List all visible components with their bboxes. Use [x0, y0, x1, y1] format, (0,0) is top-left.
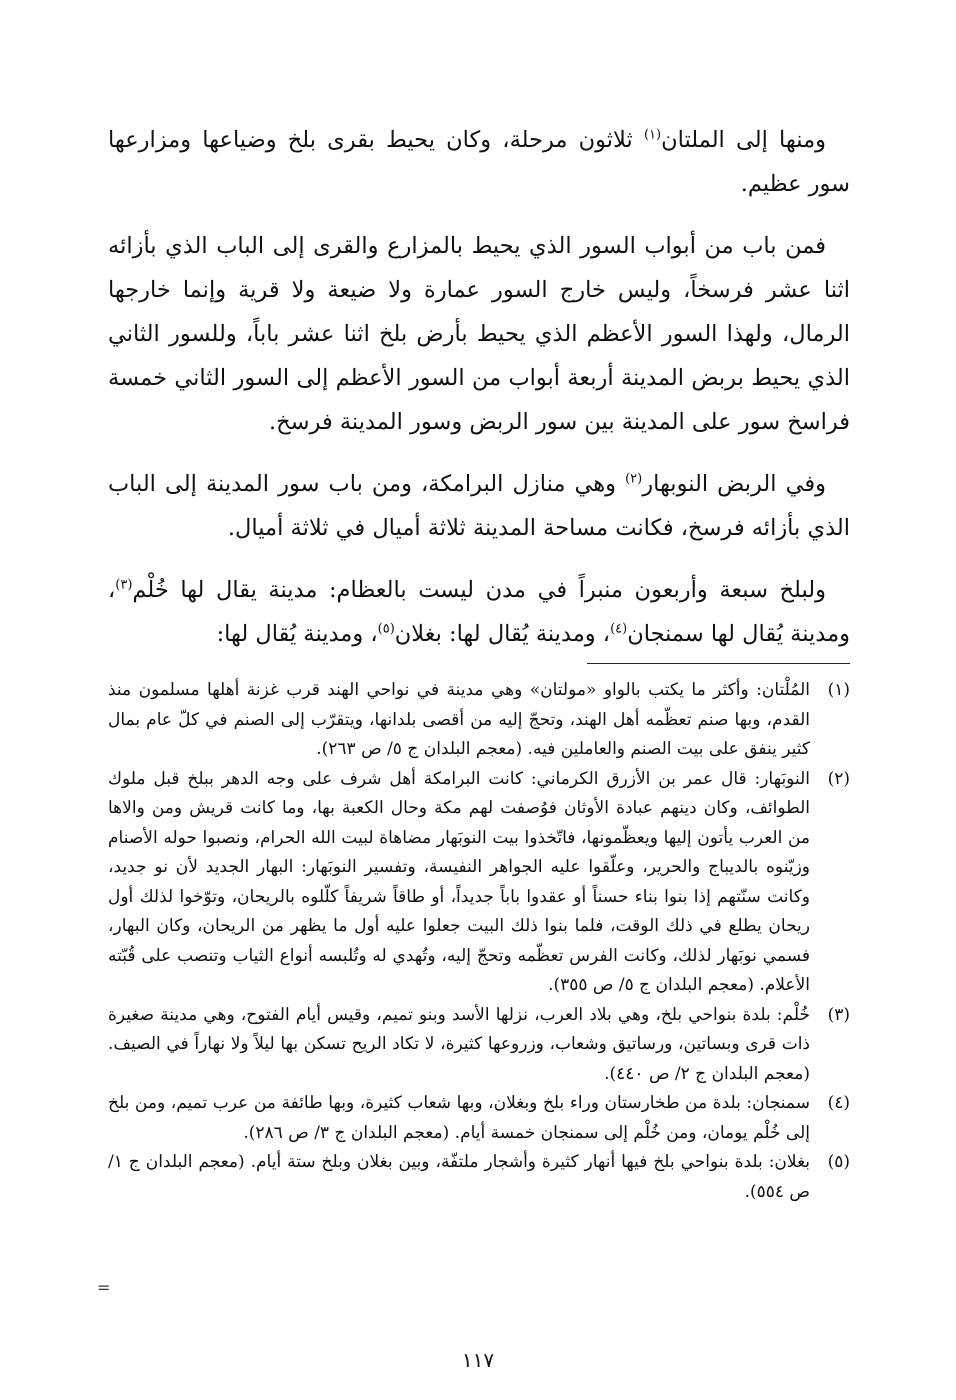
footnote	[108, 1148, 850, 1207]
paragraph	[108, 118, 850, 206]
footnote-ref: (٢)	[625, 471, 643, 487]
paragraph	[108, 568, 850, 656]
footnote-text: خُلْم: بلدة بنواحي بلخ، وهي بلاد العرب، نزلها الأسد وبنو تميم، وقيس أيام الفتوح، وهي مدينة صغيرة ذات قرى وبساتين، ورساتيق وشعاب، وزروعها كثيرة، لا تكاد الريح تسكن بها ليلاً ولا نهاراً في الصيف. (معجم البلدان ج ٢/ ص ٤٤٠).	[108, 1004, 810, 1084]
footnote-text: بغلان: بلدة بنواحي بلخ فيها أنهار كثيرة وأشجار ملتفّة، وبين بغلان وبلخ ستة أيام. (معجم البلدان ج ١/ ص ٥٥٤).	[108, 1152, 810, 1202]
paragraph-text: ومنها إلى الملتان	[661, 127, 826, 153]
footnote-ref: (١)	[643, 127, 662, 143]
footnote	[108, 1001, 850, 1090]
page-number: ١١٧	[461, 1348, 495, 1372]
paragraph-text: ولبلخ سبعة وأربعون منبراً في مدن ليست بالعظام: مدينة يقال لها خُلْم	[132, 577, 826, 603]
margin-mark: =	[97, 1278, 111, 1297]
footnote-text: المُلْتان: وأكثر ما يكتب بالواو «مولتان» وهي مدينة في نواحي الهند قرب غزنة أهلها مسلمون منذ القدم، وبها صنم تعظّمه أهل الهند، وتحجّ إليه من أقصى بلدانها، ويتقرّب إلى الصنم في كلّ عام بمال كثير ينفق على بيت الصنم والعاملين فيه. (معجم البلدان ج ٥/ ص ٢٦٣).	[108, 680, 810, 759]
paragraph-text: وهي منازل البرامكة، ومن باب سور المدينة إلى الباب الذي بأزائه فرسخ، فكانت مساحة المدينة ثلاثة أميال في ثلاثة أميال.	[108, 471, 850, 541]
paragraph-text: فمن باب من أبواب السور الذي يحيط بالمزارع والقرى إلى الباب الذي بأزائه اثنا عشر فرسخاً، وليس خارج السور عمارة ولا ضيعة ولا قرية وإنما خارجها الرمال، ولهذا السور الأعظم الذي يحيط بأرض بلخ اثنا عشر باباً، وللسور الثاني الذي يحيط بربض المدينة أربعة أبواب من السور الأعظم إلى السور الثاني خمسة فراسخ سور على المدينة بين سور الربض وسور المدينة فرسخ.	[108, 233, 850, 435]
footnote-ref: (٣)	[115, 577, 133, 593]
paragraph-text: ثلاثون مرحلة، وكان يحيط بقرى بلخ وضياعها ومزارعها سور عظيم.	[108, 127, 850, 197]
footnote-number: (١)	[827, 680, 850, 700]
footnote-text: سمنجان: بلدة من طخارستان وراء بلخ وبغلان، وبها شعاب كثيرة، وبها طائفة من عرب تميم، ومن بلخ إلى خُلْم يومان، ومن خُلْم إلى سمنجان خمسة أيام. (معجم البلدان ج ٣/ ص ٢٨٦).	[108, 1093, 810, 1143]
footnote-number: (٤)	[827, 1093, 850, 1113]
paragraph	[108, 224, 850, 444]
footnote-divider	[587, 663, 850, 664]
paragraph-text: ، ومدينة يُقال لها:	[216, 621, 378, 647]
paragraph-text: وفي الربض النوبهار	[642, 471, 826, 497]
paragraph-text: ، ومدينة يُقال لها: بغلان	[394, 621, 611, 647]
paragraph-text: ، ومدينة يُقال لها سمنجان	[108, 577, 850, 647]
footnote	[108, 765, 850, 1001]
paragraph	[108, 462, 850, 550]
footnote	[108, 1089, 850, 1148]
footnote-number: (٥)	[827, 1152, 850, 1172]
main-text	[108, 118, 850, 674]
footnote	[108, 676, 850, 765]
footnote-text: النوبَهار: قال عمر بن الأزرق الكرماني: كانت البرامكة أهل شرف على وجه الدهر ببلخ قبل ملوك الطوائف، وكان دينهم عبادة الأوثان فوُصفت لهم مكة وحال الكعبة بها، وما كانت قريش ومن والاها من العرب يأتون إليها ويعظّمونها، فاتّخذوا بيت النوبَهار مضاهاة لبيت الله الحرام، ونصبوا حوله الأصنام وزيّنوه بالديباج والحرير، وعلّقوا عليه الجواهر النفيسة، وتفسير النوبَهار: البهار الجديد لأن نو جديد، وكانت سنّتهم إذا بنوا بناء حسناً أو عقدوا باباً جديداً، أو طاقاً شريفاً كلّلوه بالريحان، وتوّخوا لذلك أول ريحان يطلع في ذلك الوقت، فلما بنوا ذلك البيت جعلوا عليه أول ما يظهر من الريحان، وكان البهار، فسمي نوبَهار لذلك، وكانت الفرس تعظّمه وتحجّ إليه، وتُهدي له وتُلبسه أنواع الثياب وتنصب على قُبّته الأعلام. (معجم البلدان ج ٥/ ص ٣٥٥).	[108, 768, 810, 995]
footnotes	[108, 676, 850, 1207]
footnote-number: (٣)	[827, 1004, 850, 1025]
footnote-ref: (٤)	[610, 621, 628, 637]
footnote-number: (٢)	[827, 768, 850, 789]
footnote-ref: (٥)	[377, 621, 395, 637]
